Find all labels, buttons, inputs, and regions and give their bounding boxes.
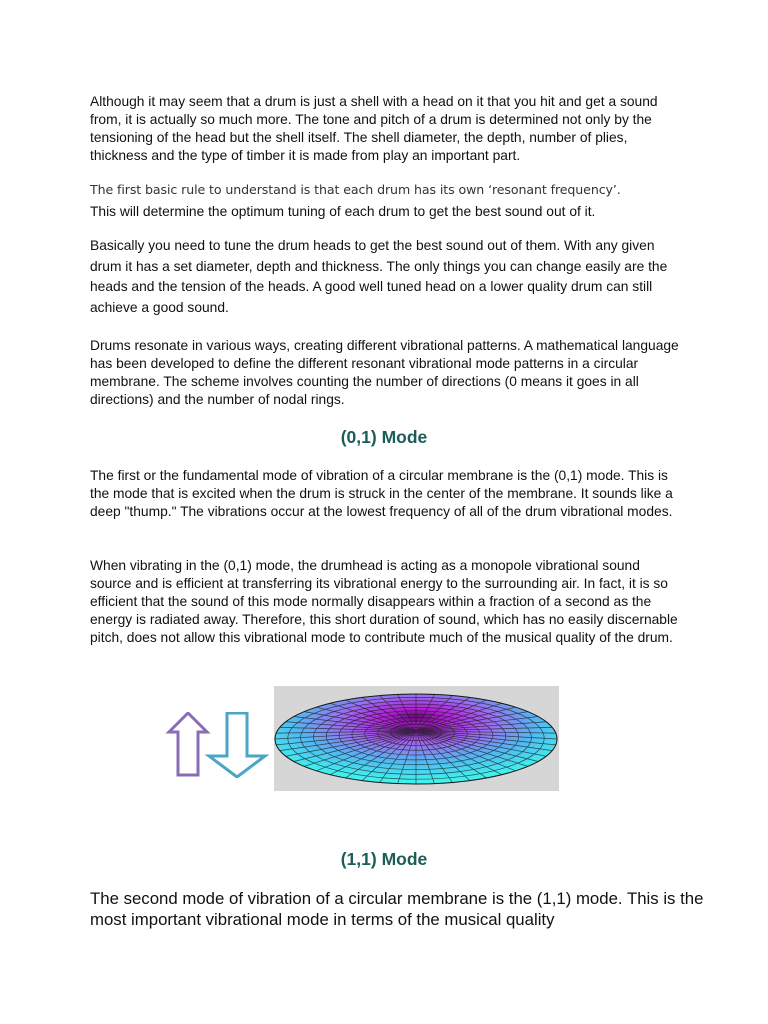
vibrational-patterns-paragraph: Drums resonate in various ways, creating different vibrational patterns. A mathematical language has been developed to define the different resonant vibrational mode patterns in a circular membrane. The scheme involves counting the number of directions (0 means it goes in all directions) and the number of nodal rings. <box>90 338 679 407</box>
monopole-paragraph: When vibrating in the (0,1) mode, the drumhead is acting as a monopole vibrational sound source and is efficient at transferring its vibrational energy to the surrounding air. In fact, it is so efficient that the sound of this mode normally disappears within a fraction of a second as the energy is radiated away. Therefore, this short duration of sound, which has no easily discernable pitch, does not allow this vibrational mode to contribute much of the musical quality of the drum. <box>90 558 678 645</box>
mode-01-figure <box>165 686 565 792</box>
mode-01-heading: (0,1) Mode <box>340 427 428 447</box>
intro-paragraph: Although it may seem that a drum is just a shell with a head on it that you hit and get a sound from, it is actually so much more. The tone and pitch of a drum is determined not only by the tensioning of the head but the shell itself. The shell diameter, the depth, number of plies, thickness and the type of timber it is made from play an important part. <box>90 94 658 163</box>
second-mode-paragraph: The second mode of vibration of a circular membrane is the (1,1) mode. This is the most important vibrational mode in terms of the musical quality <box>90 889 704 929</box>
optimum-tuning-paragraph: This will determine the optimum tuning of each drum to get the best sound out of it. <box>90 204 596 219</box>
arrows-figure <box>165 712 269 778</box>
fundamental-mode-paragraph: The first or the fundamental mode of vibration of a circular membrane is the (0,1) mode. This is the mode that is excited when the drum is struck in the center of the membrane. It sounds like a deep "thump." The vibrations occur at the lowest frequency of all of the drum vibrational modes. <box>90 468 673 519</box>
membrane-mesh-svg <box>274 686 559 791</box>
arrow-up-icon <box>169 713 207 775</box>
resonant-frequency-rule: The first basic rule to understand is that each drum has its own ‘resonant frequency’. <box>90 182 621 197</box>
mode-11-heading: (1,1) Mode <box>340 849 428 869</box>
membrane-mesh-image <box>274 686 559 791</box>
tuning-heads-paragraph: Basically you need to tune the drum heads to get the best sound out of them. With any given drum it has a set diameter, depth and thickness. The only things you can change easily are the heads and the tension of the heads. A good well tuned head on a lower quality drum can still achieve a good sound. <box>90 238 668 315</box>
arrow-down-icon <box>209 713 265 777</box>
